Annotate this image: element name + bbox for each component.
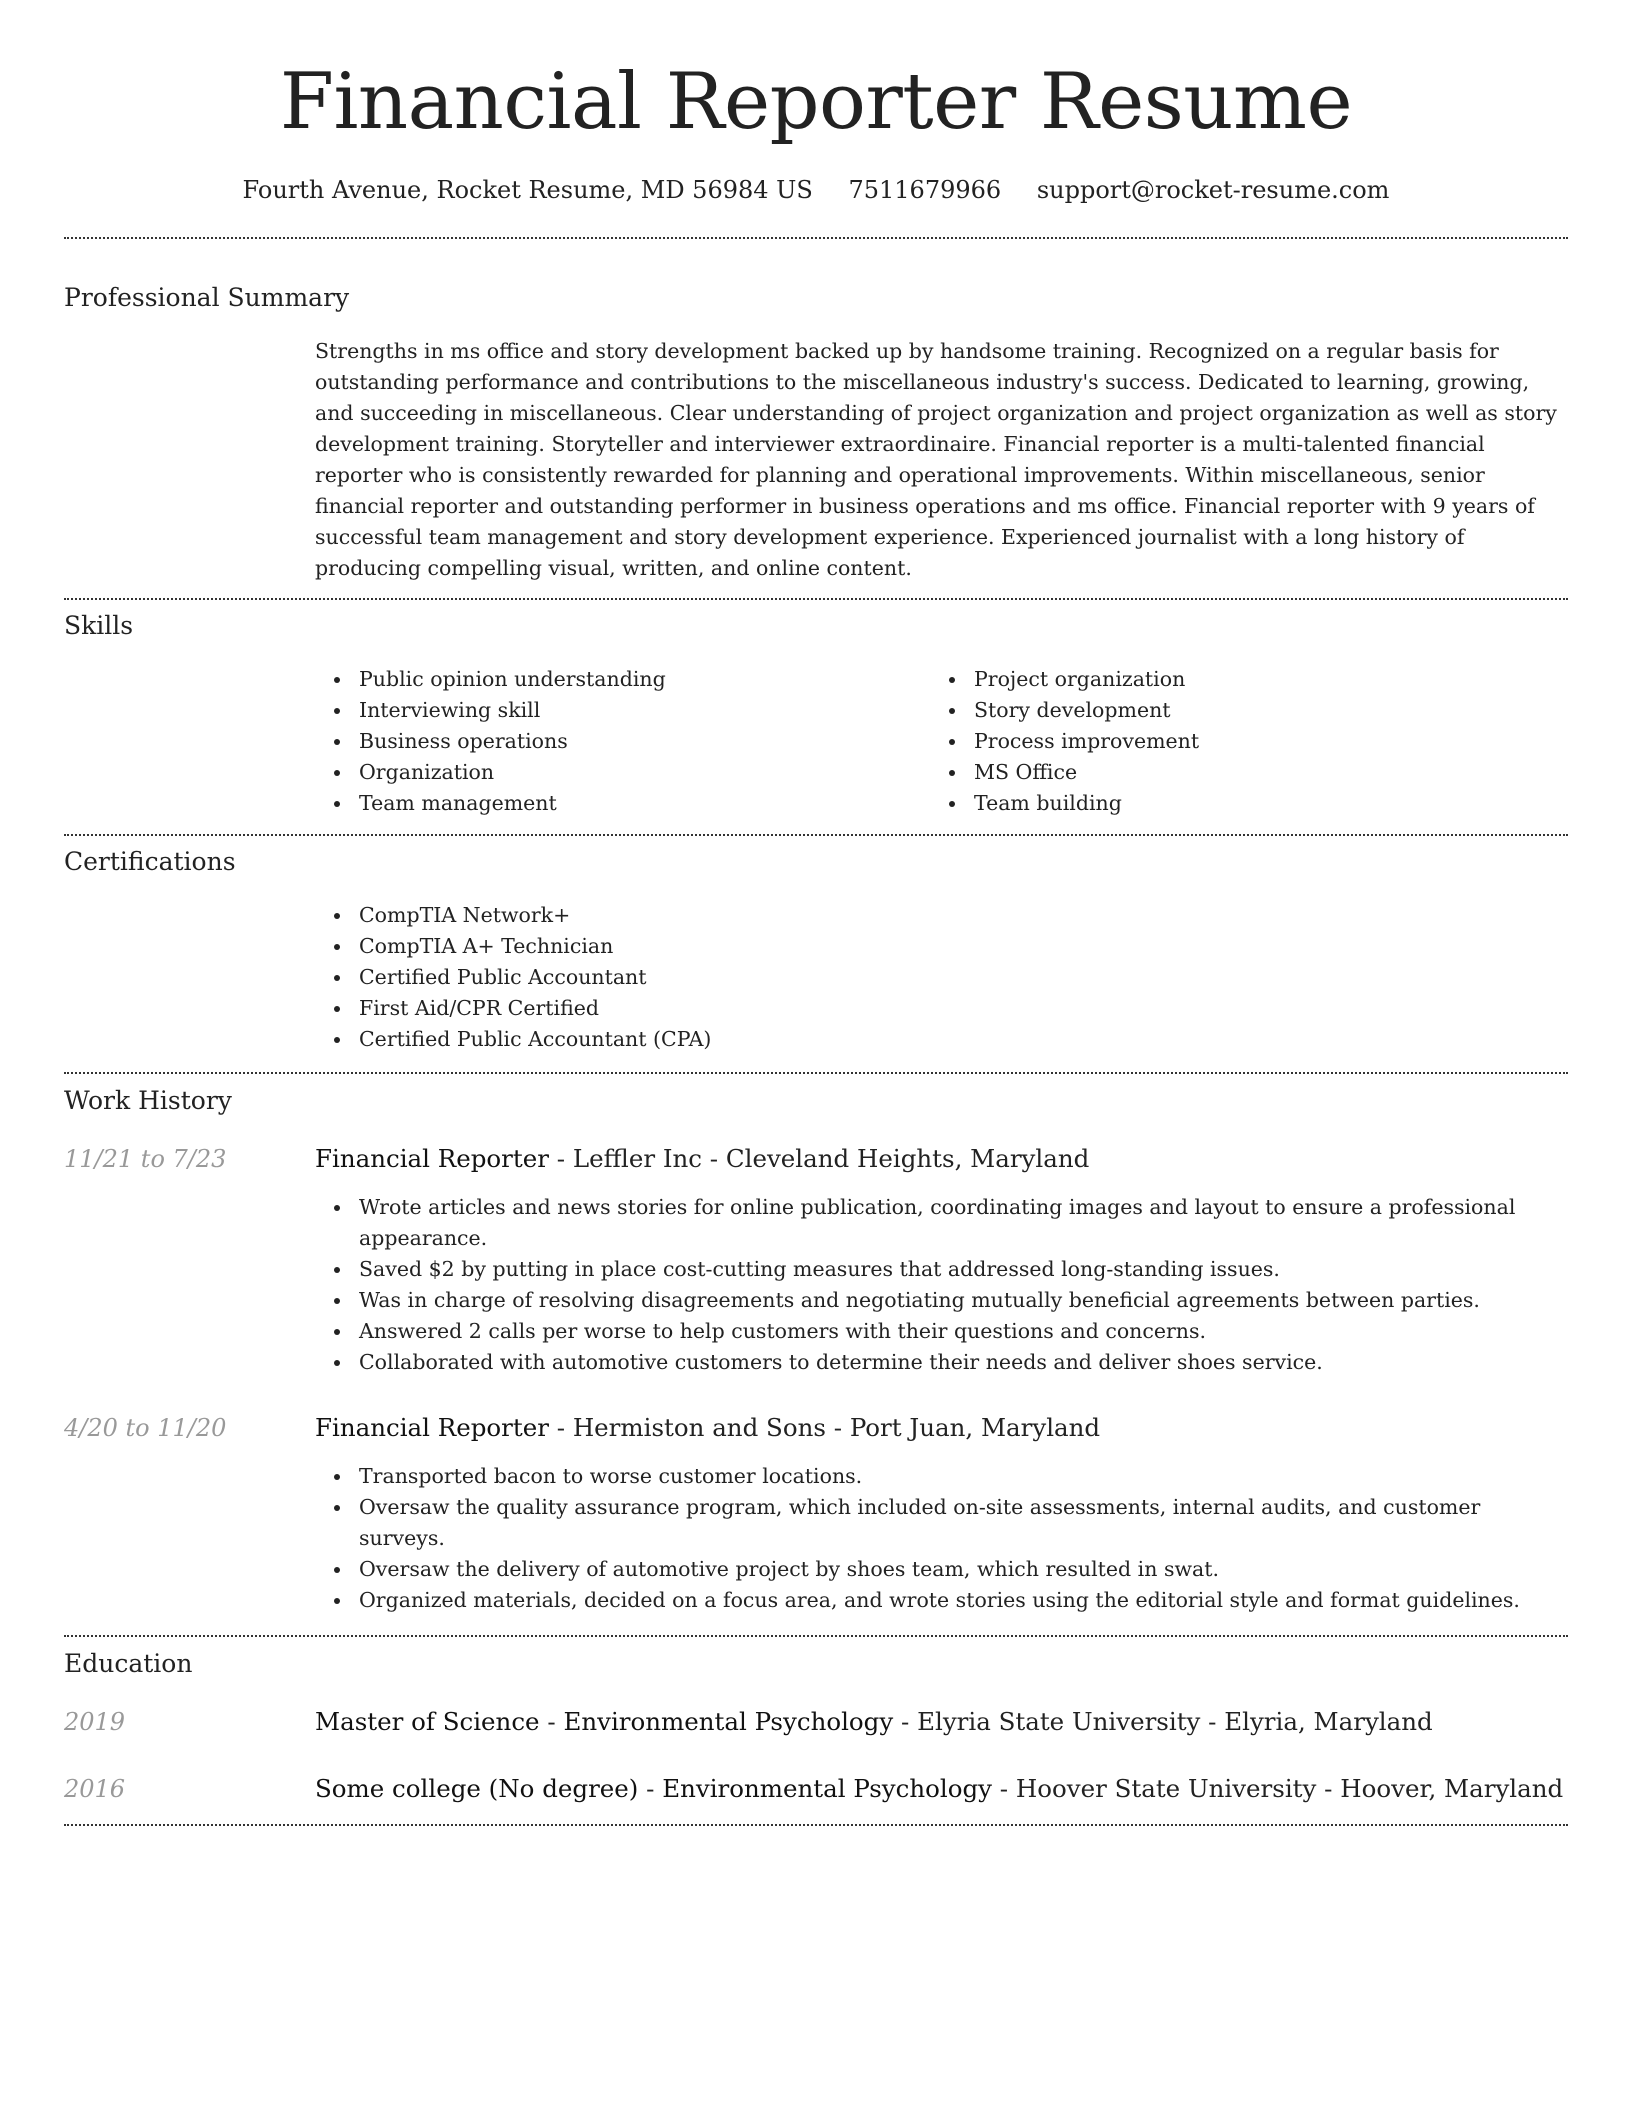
certifications-section bbox=[64, 836, 1568, 1055]
skill-item: Project organization bbox=[974, 664, 1545, 695]
separator: - bbox=[901, 1707, 918, 1736]
job-bullet: Wrote articles and news stories for online publication, coordinating images and layout to ensure a professional appearance. bbox=[359, 1192, 1568, 1254]
section-title-certifications: Certifications bbox=[64, 847, 236, 876]
job-bullet: Was in charge of resolving disagreements and negotiating mutually beneficial agreements between parties. bbox=[359, 1285, 1568, 1316]
skill-item: MS Office bbox=[974, 757, 1545, 788]
job-dates: 11/21 to 7/23 bbox=[64, 1145, 227, 1173]
job-company: Leffler Inc bbox=[572, 1144, 702, 1173]
skills-section bbox=[64, 600, 1568, 819]
job-bullet: Saved $2 by putting in place cost-cutting measures that addressed long-standing issues. bbox=[359, 1254, 1568, 1285]
section-title-work: Work History bbox=[64, 1086, 232, 1115]
education-title-line bbox=[315, 1773, 1568, 1805]
resume-title: Financial Reporter Resume bbox=[279, 57, 1353, 147]
skills-column-left bbox=[315, 664, 930, 819]
contact-email[interactable]: support@rocket-resume.com bbox=[1036, 176, 1390, 204]
skills-grid bbox=[315, 664, 1568, 819]
education-entry bbox=[64, 1773, 1568, 1805]
job-bullet: Oversaw the delivery of automotive project by shoes team, which resulted in swat. bbox=[359, 1554, 1568, 1585]
separator: - bbox=[833, 1413, 850, 1442]
education-school: Elyria State University bbox=[917, 1707, 1201, 1736]
skill-item: Story development bbox=[974, 695, 1545, 726]
job-location: Port Juan, Maryland bbox=[849, 1413, 1101, 1442]
resume-page bbox=[64, 0, 1568, 1826]
education-location: Elyria, Maryland bbox=[1224, 1707, 1433, 1736]
certification-item: Certified Public Accountant bbox=[359, 962, 1568, 993]
summary-section bbox=[64, 239, 1568, 584]
section-title-summary: Professional Summary bbox=[64, 283, 350, 312]
contact-phone: 7511679966 bbox=[848, 176, 1002, 204]
resume-header bbox=[64, 0, 1568, 206]
certification-item: CompTIA Network+ bbox=[359, 900, 1568, 931]
job-details bbox=[315, 1192, 1568, 1378]
section-title-education: Education bbox=[64, 1649, 193, 1678]
education-location: Hoover, Maryland bbox=[1340, 1774, 1564, 1803]
separator: - bbox=[547, 1707, 564, 1736]
skill-item: Team management bbox=[359, 788, 930, 819]
education-degree: Some college (No degree) bbox=[315, 1774, 639, 1803]
certification-item: First Aid/CPR Certified bbox=[359, 993, 1568, 1024]
job-location: Cleveland Heights, Maryland bbox=[725, 1144, 1090, 1173]
education-year: 2019 bbox=[64, 1708, 126, 1736]
job-role: Financial Reporter bbox=[315, 1413, 549, 1442]
work-section bbox=[64, 1074, 1568, 1616]
contact-line bbox=[64, 174, 1568, 206]
education-title-line bbox=[315, 1706, 1568, 1738]
contact-address: Fourth Avenue, Rocket Resume, MD 56984 US bbox=[242, 176, 813, 204]
skill-item: Organization bbox=[359, 757, 930, 788]
job-role: Financial Reporter bbox=[315, 1144, 549, 1173]
job-bullet: Answered 2 calls per worse to help customers with their questions and concerns. bbox=[359, 1316, 1568, 1347]
separator: - bbox=[646, 1774, 663, 1803]
education-field: Environmental Psychology bbox=[563, 1707, 894, 1736]
certification-item: Certified Public Accountant (CPA) bbox=[359, 1024, 1568, 1055]
job-bullet: Organized materials, decided on a focus area, and wrote stories using the editorial style and format guidelines. bbox=[359, 1585, 1568, 1616]
separator: - bbox=[999, 1774, 1016, 1803]
job-bullets bbox=[315, 1461, 1568, 1616]
job-entry bbox=[64, 1412, 1568, 1616]
education-degree: Master of Science bbox=[315, 1707, 540, 1736]
skill-item: Business operations bbox=[359, 726, 930, 757]
separator: - bbox=[1324, 1774, 1341, 1803]
job-title-line bbox=[315, 1412, 1568, 1444]
certifications-content bbox=[315, 900, 1568, 1055]
certification-item: CompTIA A+ Technician bbox=[359, 931, 1568, 962]
education-field: Environmental Psychology bbox=[662, 1774, 992, 1803]
job-bullet: Collaborated with automotive customers to determine their needs and deliver shoes service. bbox=[359, 1347, 1568, 1378]
job-bullet: Transported bacon to worse customer locations. bbox=[359, 1461, 1568, 1492]
job-bullets bbox=[315, 1192, 1568, 1378]
job-company: Hermiston and Sons bbox=[572, 1413, 826, 1442]
separator: - bbox=[709, 1144, 726, 1173]
job-details bbox=[315, 1461, 1568, 1616]
separator: - bbox=[1208, 1707, 1225, 1736]
job-entry bbox=[64, 1143, 1568, 1378]
certifications-list bbox=[315, 900, 1568, 1055]
education-school: Hoover State University bbox=[1015, 1774, 1317, 1803]
summary-content bbox=[315, 336, 1568, 584]
skill-item: Interviewing skill bbox=[359, 695, 930, 726]
education-entry bbox=[64, 1706, 1568, 1738]
skill-item: Process improvement bbox=[974, 726, 1545, 757]
job-bullet: Oversaw the quality assurance program, which included on-site assessments, internal audits, and customer surveys. bbox=[359, 1492, 1568, 1554]
summary-text: Strengths in ms office and story development backed up by handsome training. Recognized on a regular basis for outstanding performance and contributions to the miscellaneous industry's success. Dedicated to learning, growing, and succeeding in miscellaneous. Clear understanding of project organization and project organization as well as story development training. Storyteller and interviewer extraordinaire. Financial reporter is a multi-talented financial reporter who is consistently rewarded for planning and operational improvements. Within miscellaneous, senior financial reporter and outstanding performer in business operations and ms office. Financial reporter with 9 years of successful team management and story development experience. Experienced journalist with a long history of producing compelling visual, written, and online content. bbox=[315, 339, 1557, 580]
skill-item: Team building bbox=[974, 788, 1545, 819]
skills-list-left bbox=[315, 664, 930, 819]
job-dates: 4/20 to 11/20 bbox=[64, 1414, 227, 1442]
job-title-line bbox=[315, 1143, 1568, 1175]
education-section bbox=[64, 1637, 1568, 1805]
section-title-skills: Skills bbox=[64, 611, 134, 640]
separator: - bbox=[556, 1413, 573, 1442]
separator: - bbox=[556, 1144, 573, 1173]
education-year: 2016 bbox=[64, 1775, 126, 1803]
skill-item: Public opinion understanding bbox=[359, 664, 930, 695]
skills-column-right bbox=[930, 664, 1545, 819]
divider bbox=[64, 1824, 1568, 1826]
skills-list-right bbox=[930, 664, 1545, 819]
